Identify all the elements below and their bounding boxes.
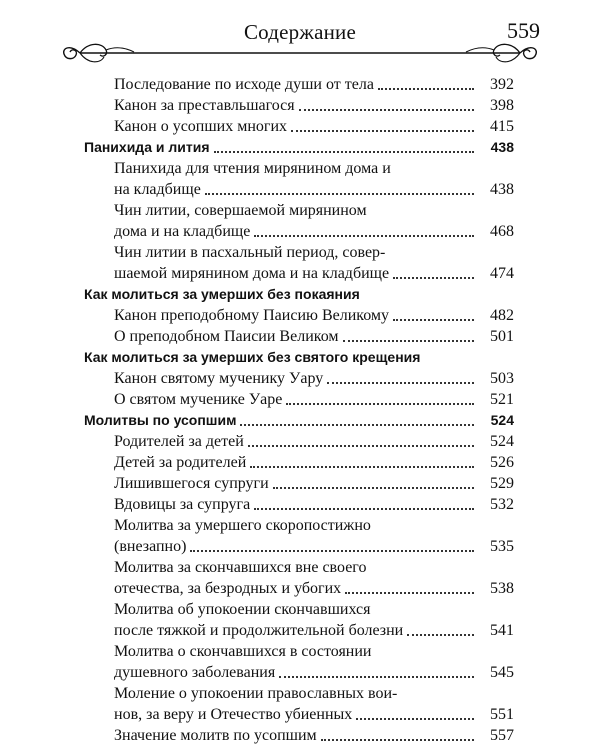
toc-page-number: 503	[490, 370, 514, 387]
ornamental-rule-icon	[60, 40, 540, 66]
toc-entry-row	[84, 368, 514, 389]
toc-page-number: 529	[490, 475, 514, 492]
dot-leader	[286, 403, 474, 405]
toc-entry-row	[84, 557, 514, 578]
toc-entry-row	[84, 263, 514, 284]
dot-leader	[393, 277, 474, 279]
toc-entry-row	[84, 599, 514, 620]
toc-page-number: 415	[490, 118, 514, 135]
dot-leader	[273, 487, 474, 489]
toc-page-number: 541	[490, 622, 514, 639]
toc-page-number: 526	[490, 454, 514, 471]
toc-entry-title: Детей за родителей	[114, 454, 247, 471]
toc-page-number: 524	[490, 412, 514, 428]
toc-entry-title: Родителей за детей	[114, 433, 244, 450]
toc-entry-row	[84, 515, 514, 536]
toc-entry-row	[84, 704, 514, 725]
toc-entry-row	[84, 578, 514, 599]
toc-entry-title: Моление о упокоении православных вои-	[114, 685, 398, 702]
toc-entry-row	[84, 494, 514, 515]
toc-section-title: Как молиться за умерших без покаяния	[84, 286, 360, 302]
toc-entry-row	[84, 536, 514, 557]
toc-entry-row	[84, 326, 514, 347]
toc-entry-title: О святом мученике Уаре	[114, 391, 283, 408]
toc-entry-title: шаемой мирянином дома и на кладбище	[114, 265, 390, 282]
toc-section-row	[84, 137, 514, 158]
toc-page-number: 524	[490, 433, 514, 450]
toc-entry-row	[84, 620, 514, 641]
toc-page-number: 438	[490, 181, 514, 198]
toc-page-number: 501	[490, 328, 514, 345]
toc-page-number: 532	[490, 496, 514, 513]
dot-leader	[214, 151, 475, 153]
running-header	[60, 16, 540, 66]
toc-entry-title: Молитва за скончавшихся вне своего	[114, 559, 367, 576]
dot-leader	[393, 319, 474, 321]
toc-page-number: 468	[490, 223, 514, 240]
toc-entry-row	[84, 179, 514, 200]
toc-entry-row	[84, 473, 514, 494]
toc-page-number: 535	[490, 538, 514, 555]
toc-page-number: 551	[490, 706, 514, 723]
dot-leader	[254, 508, 474, 510]
dot-leader	[190, 550, 474, 552]
toc-entry-row	[84, 683, 514, 704]
toc-entry-row	[84, 200, 514, 221]
toc-section-row	[84, 347, 514, 368]
toc-entry-title: дома и на кладбище	[114, 223, 251, 240]
toc-page-number: 474	[490, 265, 514, 282]
toc-entry-title: Значение молитв по усопшим	[114, 727, 317, 744]
toc-entry-title: Канон о усопших многих	[114, 118, 288, 135]
dot-leader	[343, 340, 474, 342]
toc-section-title: Панихида и лития	[84, 139, 210, 155]
dot-leader	[291, 130, 474, 132]
toc-entry-title: на кладбище	[114, 181, 201, 198]
dot-leader	[356, 718, 474, 720]
page-title: Содержание	[243, 20, 357, 44]
toc-entry-title: Последование по исходе души от тела	[114, 76, 374, 93]
toc-page-number: 438	[490, 139, 514, 155]
toc-entry-title: Чин литии, совершаемой мирянином	[114, 202, 367, 219]
toc-page-number: 482	[490, 307, 514, 324]
toc-page-number: 557	[490, 727, 514, 744]
toc-entry-row	[84, 389, 514, 410]
toc-entry-row	[84, 725, 514, 746]
toc-section-title: Молитвы по усопшим	[84, 412, 237, 428]
toc-entry-title: нов, за веру и Отечество убиенных	[114, 706, 353, 723]
toc-entry-row	[84, 74, 514, 95]
dot-leader	[345, 592, 474, 594]
toc-section-row	[84, 410, 514, 431]
table-of-contents	[84, 74, 514, 746]
toc-page-number: 538	[490, 580, 514, 597]
toc-page-number: 521	[490, 391, 514, 408]
toc-entry-title: Чин литии в пасхальный период, совер-	[114, 244, 386, 261]
toc-section-row	[84, 284, 514, 305]
toc-entry-title: О преподобном Паисии Великом	[114, 328, 339, 345]
toc-entry-title: Молитва за умершего скоропостижно	[114, 517, 371, 534]
toc-entry-row	[84, 242, 514, 263]
dot-leader	[378, 88, 474, 90]
dot-leader	[254, 235, 474, 237]
dot-leader	[321, 739, 474, 741]
dot-leader	[327, 382, 474, 384]
dot-leader	[250, 466, 474, 468]
toc-entry-title: Канон за преставльшагося	[114, 97, 295, 114]
toc-entry-row	[84, 305, 514, 326]
toc-entry-title: Лишившегося супруги	[114, 475, 269, 492]
dot-leader	[279, 676, 474, 678]
toc-entry-title: Панихида для чтения мирянином дома и	[114, 160, 391, 177]
dot-leader	[299, 109, 474, 111]
toc-page-number: 545	[490, 664, 514, 681]
page-number: 559	[507, 18, 540, 43]
toc-entry-title: Молитва о скончавшихся в состоянии	[114, 643, 372, 660]
toc-entry-title: отечества, за безродных и убогих	[114, 580, 342, 597]
toc-entry-title: душевного заболевания	[114, 664, 276, 681]
toc-entry-row	[84, 116, 514, 137]
toc-entry-row	[84, 221, 514, 242]
toc-entry-row	[84, 452, 514, 473]
toc-entry-row	[84, 431, 514, 452]
dot-leader	[240, 424, 474, 426]
toc-entry-title: Канон святому мученику Уару	[114, 370, 324, 387]
toc-section-title: Как молиться за умерших без святого крещения	[84, 349, 421, 365]
toc-entry-title: (внезапно)	[114, 538, 187, 555]
toc-entry-title: после тяжкой и продолжительной болезни	[114, 622, 404, 639]
toc-entry-row	[84, 641, 514, 662]
toc-entry-row	[84, 662, 514, 683]
toc-page-number: 392	[490, 76, 514, 93]
dot-leader	[407, 634, 474, 636]
toc-entry-row	[84, 95, 514, 116]
toc-entry-title: Молитва об упокоении скончавшихся	[114, 601, 371, 618]
toc-page-number: 398	[490, 97, 514, 114]
dot-leader	[248, 445, 474, 447]
toc-entry-title: Вдовицы за супруга	[114, 496, 251, 513]
toc-entry-title: Канон преподобному Паисию Великому	[114, 307, 390, 324]
toc-entry-row	[84, 158, 514, 179]
dot-leader	[205, 193, 474, 195]
